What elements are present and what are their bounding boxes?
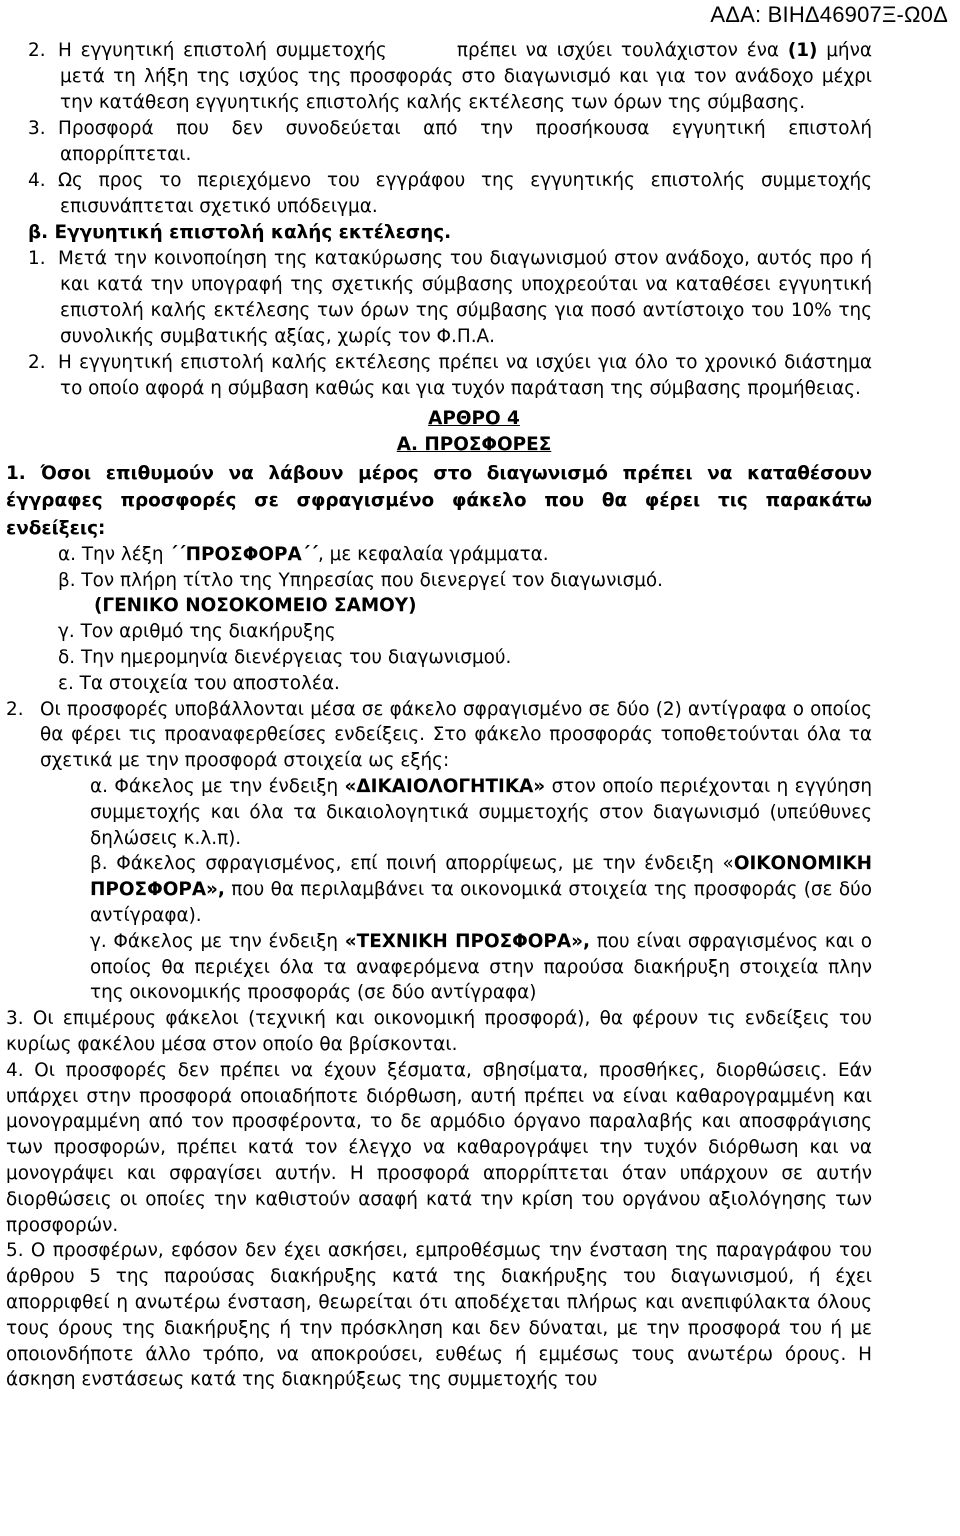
offers-item-5: 5. Ο προσφέρων, εφόσον δεν έχει ασκήσει, εμπροθέσμως την ένσταση της παραγράφου του άρθρου 5 της παρούσας διακήρυξης κατά της διακήρυξης του διαγωνισμού, ή έχει απορριφθεί η ανωτέρω ένσταση, θεωρείται ότι αποδέχεται πλήρως και ανεπιφύλακτα όλους τους όρους της διακήρυξης ή την πρόσκληση και δεν δύναται, με την προσφορά του ή με οποιονδήποτε άλλο τρόπο, να αποκρούσει, ευθέως ή εμμέσως τους ανωτέρω όρους. Η άσκηση ενστάσεως κατά της διακηρύξεως της συμμετοχής του <box>6 1240 872 1391</box>
article-subtitle: Α. ΠΡΟΣΦΟΡΕΣ <box>396 434 552 455</box>
offers-item-2: 2. Οι προσφορές υποβάλλονται μέσα σε φάκελο σφραγισμένο σε δύο (2) αντίγραφα ο οποίος θα φέρει τις προαναφερθείσες ενδείξεις. Στο φάκελο προσφοράς τοποθετούνται όλα τα σχετικά με την προσφορά στοιχεία ως εξής: <box>6 698 872 772</box>
performance-guarantee-heading: β. Εγγυητική επιστολή καλής εκτέλεσης. <box>28 222 452 243</box>
performance-item-1: 1. Μετά την κοινοποίηση της κατακύρωσης του διαγωνισμού στον ανάδοχο, αυτός προ ή και κατά την υπογραφή της σχετικής σύμβασης υποχρεούται να καταθέσει εγγυητική επιστολή καλής εκτέλεσης των όρων της σύμβασης για ποσό αντίστοιχο του 10% της συνολικής συμβατικής αξίας, χωρίς τον Φ.Π.Α. <box>28 248 872 347</box>
offers-item-1: 1. Όσοι επιθυμούν να λάβουν μέρος στο διαγωνισμό πρέπει να καταθέσουν έγγραφες προσφορές σε σφραγισμένο φάκελο που θα φέρει τις παρακάτω ενδείξεις: <box>6 463 872 539</box>
offers-sub-e: ε. Τα στοιχεία του αποστολέα. <box>58 672 340 694</box>
article-title: ΑΡΘΡΟ 4 <box>428 408 520 429</box>
performance-item-2: 2. Η εγγυητική επιστολή καλής εκτέλεσης πρέπει να ισχύει για όλο το χρονικό διάστημα το οποίο αφορά η σύμβαση καθώς και για τυχόν παράταση της σύμβασης προμήθειας. <box>28 352 872 399</box>
offers-sub-b-title: (ΓΕΝΙΚΟ ΝΟΣΟΚΟΜΕΙΟ ΣΑΜΟΥ) <box>94 595 417 617</box>
guarantee-item-3: 3. Προσφορά που δεν συνοδεύεται από την προσήκουσα εγγυητική επιστολή απορρίπτεται. <box>28 118 872 165</box>
envelope-sub-a: α. Φάκελος με την ένδειξη «ΔΙΚΑΙΟΛΟΓΗΤΙΚΑ» στον οποίο περιέχονται η εγγύηση συμμετοχής και όλα τα δικαιολογητικά συμμετοχής στον διαγωνισμό (υπεύθυνες δηλώσεις κ.λ.π). <box>90 776 872 849</box>
guarantee-item-2: 2. Η εγγυητική επιστολή συμμετοχής πρέπει να ισχύει τουλάχιστον ένα (1) μήνα μετά τη λήξη της ισχύος της προσφοράς στο διαγωνισμό και για τον ανάδοχο μέχρι την κατάθεση εγγυητικής επιστολής καλής εκτέλεσης των όρων της σύμβασης. <box>28 40 872 113</box>
ada-code: ΑΔΑ: ΒΙΗΔ46907Ξ-Ω0Δ <box>710 2 948 27</box>
envelope-sub-b: β. Φάκελος σφραγισμένος, επί ποινή απορρίψεως, με την ένδειξη «ΟΙΚΟΝΟΜΙΚΗ ΠΡΟΣΦΟΡΑ», που θα περιλαμβάνει τα οικονομικά στοιχεία της προσφοράς (σε δύο αντίγραφα). <box>90 853 872 927</box>
offers-sub-a: α. Την λέξη ΄΄ΠΡΟΣΦΟΡΑ΄΄, με κεφαλαία γράμματα. <box>58 543 549 565</box>
guarantee-item-4: 4. Ως προς το περιεχόμενο του εγγράφου της εγγυητικής επιστολής συμμετοχής επισυνάπτεται σχετικό υπόδειγμα. <box>28 170 872 217</box>
offers-item-3: 3. Οι επιμέρους φάκελοι (τεχνική και οικονομική προσφορά), θα φέρουν τις ενδείξεις του κυρίως φακέλου μέσα στον οποίο θα βρίσκονται. <box>6 1008 872 1056</box>
offers-sub-b: β. Τον πλήρη τίτλο της Υπηρεσίας που διενεργεί τον διαγωνισμό. <box>58 569 664 591</box>
document-body <box>6 38 872 1393</box>
envelope-sub-c: γ. Φάκελος με την ένδειξη «ΤΕΧΝΙΚΗ ΠΡΟΣΦΟΡΑ», που είναι σφραγισμένος και ο οποίος θα περιέχει όλα τα αναφερόμενα στην παρούσα διακήρυξη στοιχεία πλην της οικονομικής προσφοράς (σε δύο αντίγραφα) <box>90 930 873 1004</box>
offers-item-4: 4. Οι προσφορές δεν πρέπει να έχουν ξέσματα, σβησίματα, προσθήκες, διορθώσεις. Εάν υπάρχει στην προσφορά οποιαδήποτε διόρθωση, αυτή πρέπει να είναι καθαρογραμμένη και μονογραμμένη από τον προσφέροντα, το δε αρμόδιο όργανο παραλαβής και αποσφράγισης των προσφορών, πρέπει κατά τον έλεγχο να καθαρογράψει την τυχόν διόρθωση και να μονογράψει και σφραγίσει αυτήν. Η προσφορά απορρίπτεται όταν υπάρχουν σε αυτήν διορθώσεις οι οποίες την καθιστούν ασαφή κατά την κρίση του οργάνου αξιολόγησης των προσφορών. <box>6 1059 872 1236</box>
offers-sub-d: δ. Την ημερομηνία διενέργειας του διαγωνισμού. <box>58 647 512 669</box>
offers-sub-c: γ. Τον αριθμό της διακήρυξης <box>58 621 336 643</box>
